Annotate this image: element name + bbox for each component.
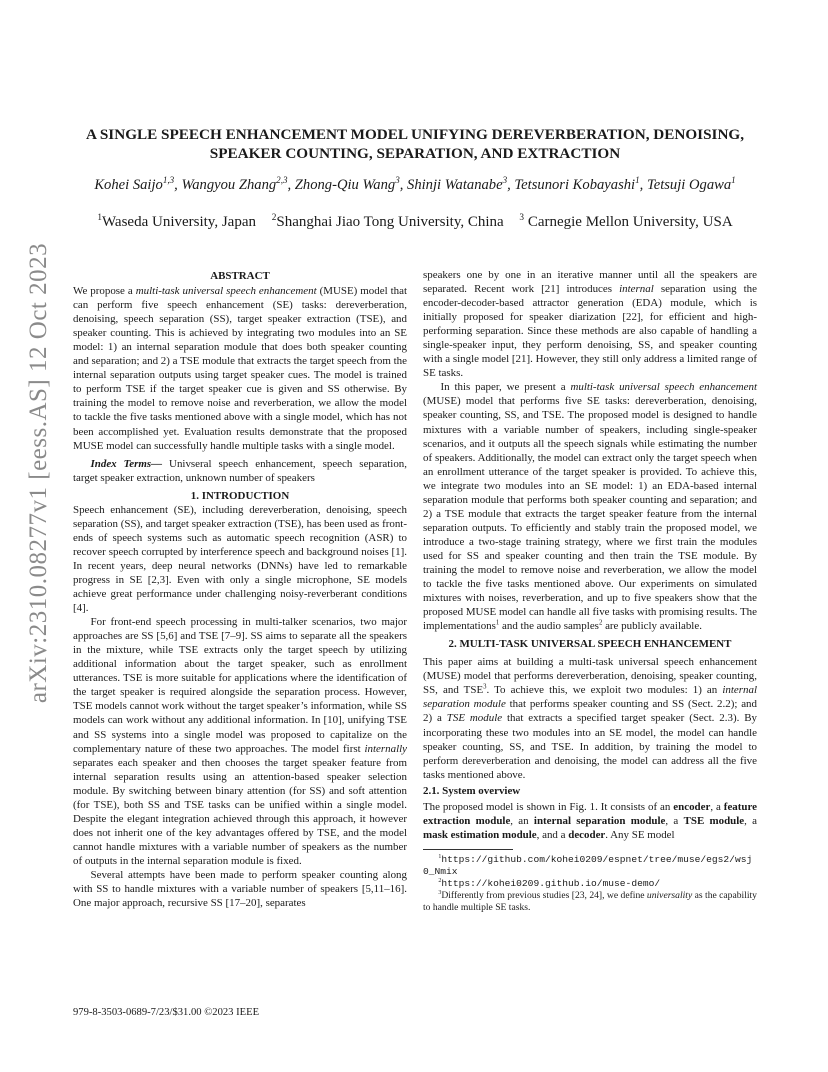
paragraph-text: . To achieve this, we exploit two modules: 1) an (486, 684, 723, 697)
paragraph-bold: mask estimation module (423, 828, 537, 841)
abstract-emphasis: multi-task universal speech enhancement (135, 285, 317, 298)
author-name: Shinji Watanabe (407, 177, 503, 193)
paragraph-text: , a (744, 814, 758, 827)
copyright-notice: 979-8-3503-0689-7/23/$31.00 ©2023 IEEE (73, 1007, 260, 1018)
footnote-divider (423, 849, 513, 850)
paragraph-bold: internal separation module (533, 814, 666, 827)
author-affiliation-mark: 2,3 (276, 175, 288, 186)
footnote (423, 890, 757, 914)
paragraph-text: , and a (536, 828, 569, 841)
paragraph-text: separation using the encoder-decoder-based attractor generation (EDA) module, which is initially proposed for speaker diarization [22], for efficient and high-performing separation. Since these methods are also capable of handling a single-speaker input, they perform denoising, SS, and speaker counting with a single model [21]. However, they still only address a limited range of SE tasks. (423, 283, 758, 380)
paragraph-text: , a (710, 800, 724, 813)
footnote-mark: 2 (598, 619, 603, 627)
paragraph-text: , a (665, 814, 684, 827)
paragraph-emphasis: multi-task universal speech enhancement (570, 381, 757, 394)
footnote-mark: 3 (483, 683, 487, 691)
right-column (423, 268, 757, 914)
paragraph-text: For front-end speech processing in multi-talker scenarios, two major approaches are SS [5,6] and TSE [7–9]. SS aims to separate all the speakers in the mixture, while TSE extracts only the target speech by utilizing additional information about the target speaker, such as enrollment utterances. TSE is more suitable for applications where the identification of the target speaker is required alongside the separation process. However, TSE models cannot work without the target speaker’s information, while SS models can work without any additional information. In [10], unifying TSE and SS systems into a single model was proposed to capitalize on the complementary nature of these two approaches. The model first (73, 616, 407, 755)
subsection-heading: 2.1. System overview (423, 784, 521, 797)
author-affiliation-mark: 1 (635, 175, 640, 186)
footnote-text: Differently from previous studies [23, 24], we define (441, 889, 647, 901)
paragraph-bold: encoder (673, 800, 711, 813)
footnote-text: as the capability to handle multiple SE tasks. (423, 889, 757, 913)
author-name: Tetsuji Ogawa (646, 177, 732, 193)
author-name: Zhong-Qiu Wang (294, 177, 396, 193)
paragraph (423, 268, 757, 380)
section-heading-muse: 2. MULTI-TASK UNIVERSAL SPEECH ENHANCEMENT (448, 638, 732, 651)
arxiv-identifier-stamp (22, 242, 56, 704)
affiliation-name: Shanghai Jiao Tong University, China (276, 214, 504, 230)
footnote-emphasis: universality (646, 889, 693, 901)
affiliation-name: Waseda University, Japan (101, 214, 256, 230)
paragraph-text: (MUSE) model that performs five SE tasks: dereverberation, denoising, speaker counting, SS, and TSE. The proposed model is designed to handle mixtures with a variable number of speakers, including single-speaker scenarios, and it outputs all the speech signals while estimating the number of speakers. Additionally, the model can extract only the target speech when an enrollment utterance of the target speaker is provided. To achieve this, we integrate two modules into an SE model: 1) an EDA-based internal separation module that performs both speaker counting and separation; and 2) a TSE module that extracts the target speaker feature from the internal separation outputs. To efficiently and stably train the proposed model, we introduce a two-stage training strategy, where we first train the modules used for SS and speaker counting and then train the TSE module. By training the model to remove noise and reverberation, we allow the model to tackle the five tasks mentioned above. Our experiments on simulated mixtures with noises, reverberation, and up to five speakers show that the proposed MUSE model can handle all five tasks with promising results. The implementations (423, 395, 757, 633)
footnote-link[interactable]: https://github.com/kohei0209/espnet/tree/muse/egs2/wsj0_Nmix (423, 853, 753, 877)
footnote (423, 878, 757, 890)
paragraph-text: . Any SE model (605, 828, 675, 841)
section-heading-introduction: 1. INTRODUCTION (190, 489, 290, 502)
paragraph-bold: feature extraction module (423, 800, 757, 827)
affiliation-mark: 1 (97, 213, 102, 223)
footnote (423, 854, 757, 878)
author-name: Tetsunori Kobayashi (514, 177, 636, 193)
paragraph-text: , an (510, 814, 534, 827)
footnote-mark: 3 (438, 889, 442, 896)
arxiv-identifier-text: arXiv:2310.08277v1 [eess.AS] 12 Oct 2023 (25, 242, 53, 704)
paragraph-emphasis: internal separation module (423, 684, 757, 711)
footnote-mark: 1 (438, 853, 442, 860)
paragraph: Several attempts have been made to perform speaker counting along with SS to handle mixtures with a variable number of speakers [5,11–16]. One major approach, recursive SS [17–20], separates (73, 868, 407, 910)
author-list: Kohei Saijo$^{1,3}$, Wangyou Zhang$^{2,3}$, Zhong-Qiu Wang$^3$, Shinji Watanabe$^3$, Tetsunori Kobayashi$^1$, Tetsuji Ogawa$^1$ (94, 175, 736, 193)
abstract-heading: ABSTRACT (210, 270, 270, 282)
paragraph-text: In this paper, we present a (440, 381, 571, 394)
author-name: Kohei Saijo (94, 177, 163, 193)
footnote-mark: 1 (495, 619, 500, 627)
affiliation (97, 214, 256, 230)
paragraph-bold: TSE module (683, 814, 745, 827)
author-affiliation-mark: 3 (395, 175, 400, 186)
paragraph-text: separates each speaker and then chooses the target speaker feature from internal separation results using an attention-based speaker selection module. By switching between binary attention (for SS) and soft attention (for TSE), both SS and TSE tasks can be unified within a single model. Despite the elegant integration achieved through this approach, it however does not inherit one of the key advantages offered by TSE, and the model cannot handle mixtures with a variable number of speakers as the number of outputs in the internal separation module is fixed. (73, 756, 407, 867)
affiliation-mark: 3 (519, 213, 525, 223)
footnote-link[interactable]: https://kohei0209.github.io/muse-demo/ (441, 877, 661, 889)
index-terms (73, 457, 407, 485)
author-affiliation-mark: 1 (731, 175, 736, 186)
paragraph-text: are publicly available. (602, 620, 702, 633)
footnote-mark: 2 (438, 877, 442, 884)
author-affiliation-mark: 1,3 (162, 175, 175, 186)
paragraph (73, 615, 407, 868)
paragraph: Speech enhancement (SE), including dereverberation, denoising, speech separation (SS), and target speaker extraction (TSE), has been used as front-ends of speech systems such as automatic speech recognition (ASR) to recover speech corrupted by interference speech and background noises [1]. In recent years, deep neural networks (DNNs) have led to remarkable progress in SE [2,3]. Even with only a single microphone, SE models achieve great performance under challenging noisy-reverberant conditions [4]. (73, 503, 407, 615)
paragraph-emphasis: internally (364, 742, 407, 755)
paragraph (423, 655, 757, 781)
paragraph (423, 800, 757, 842)
paragraph (423, 380, 757, 633)
paragraph-text: and the audio samples (499, 620, 599, 633)
paragraph-text: The proposed model is shown in Fig. 1. It consists of an (423, 800, 674, 813)
paragraph-emphasis: TSE module (446, 712, 503, 725)
affiliation-name: Carnegie Mellon University, USA (527, 214, 733, 230)
affiliation-list (30, 214, 800, 231)
paragraph-emphasis: internal (619, 283, 654, 296)
paragraph-text: This paper aims at building a multi-task universal speech enhancement (MUSE) model that performs dereverberation, denoising, speaker counting, SS, and TSE (423, 656, 757, 697)
abstract-body (73, 284, 407, 453)
paragraph-text: speakers one by one in an iterative manner until all the speakers are separated. Recent work [21] introduces (423, 269, 757, 296)
affiliation (519, 214, 732, 230)
index-terms-text: Univseral speech enhancement, speech separation, target speaker extraction, unknown number of speakers (73, 457, 407, 484)
author-name: Wangyou Zhang (181, 177, 277, 193)
paragraph-text: that extracts a specified target speaker (Sect. 2.3). By incorporating these two modules into an SE model, the model can handle speaker counting, SS, and TSE. In addition, by training the model to perform dereverberation and denoising, the model can address all the five tasks mentioned above. (423, 712, 757, 781)
paper-title: A SINGLE SPEECH ENHANCEMENT MODEL UNIFYING DEREVERBERATION, DENOISING, SPEAKER COUNTING, SEPARATION, AND EXTRACTION (85, 126, 745, 162)
index-terms-label: Index Terms— (90, 457, 163, 470)
author-affiliation-mark: 3 (502, 175, 508, 186)
paragraph-text: that performs speaker counting and SS (Sect. 2.2); and 2) a (423, 698, 757, 725)
left-column (73, 269, 407, 910)
abstract-text: We propose a (73, 285, 136, 298)
paragraph-bold: decoder (568, 828, 606, 841)
affiliation-mark: 2 (271, 213, 277, 223)
abstract-text: (MUSE) model that can perform five speech enhancement (SE) tasks: dereverberation, denoising, speech separation (SS), target speaker extraction (TSE), and speaker counting. This is achieved by integrating two modules into an SE model: 1) an internal separation module that does both speaker counting and separation; and 2) a TSE module that extracts the target speech from the internal separation outputs using target speaker cues. The model is trained to perform TSE if the target speaker cue is given and SS otherwise. By training the model to remove noise and reverberation, we allow the model to tackle the five tasks mentioned above with a single model, which has not been accomplished yet. Evaluation results demonstrate that the proposed MUSE model can successfully handle multiple tasks with a single model. (73, 285, 407, 452)
affiliation (272, 214, 504, 230)
